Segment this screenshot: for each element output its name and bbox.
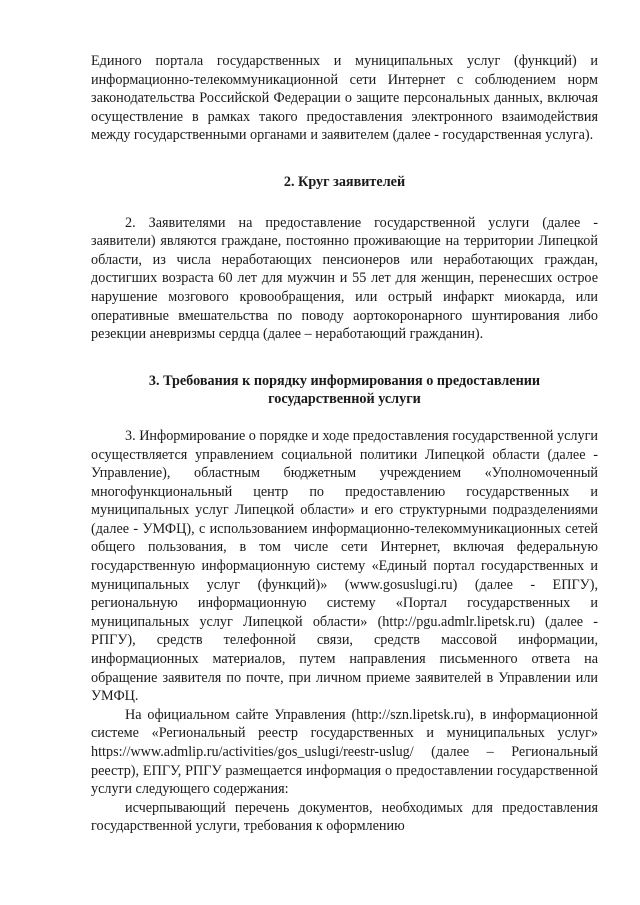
section-3-paragraph-1: 3. Информирование о порядке и ходе предоставления государственной услуги осуществляется управлением социальной политики Липецкой области (далее - Управление), областным бюджетным учреждением «Уполномоченный многофункциональный центр по предоставлению государственных и муниципальных услуг Липецкой области» и его структурными подразделениями (далее - УМФЦ), с использованием информационно-телекоммуникационных сетей общего пользования, в том числе сети Интернет, включая федеральную государственную информационную систему «Единый портал государственных и муниципальных услуг (функций)» (www.gosuslugi.ru) (далее - ЕПГУ), региональную информационную систему «Портал государственных и муниципальных услуг Липецкой области» (http://pgu.admlr.lipetsk.ru) (далее - РПГУ), средств телефонной связи, средств массовой информации, информационных материалов, путем направления письменного ответа на обращение заявителя по почте, при личном приеме заявителей в Управлении или УМФЦ.: [91, 427, 598, 705]
section-3-paragraph-3: исчерпывающий перечень документов, необходимых для предоставления государственной услуги, требования к оформлению: [91, 799, 598, 835]
section-3-heading-line-1: 3. Требования к порядку информирования о предоставлении: [148, 372, 541, 389]
spacer: [91, 409, 598, 427]
spacer: [91, 145, 598, 173]
intro-paragraph: Единого портала государственных и муниципальных услуг (функций) и информационно-телекоммуникационной сети Интернет с соблюдением норм законодательства Российской Федерации о защите персональных данных, включая осуществление в рамках такого предоставления электронного взаимодействия между государственными органами и заявителем (далее - государственная услуга).: [91, 53, 598, 144]
spacer: [91, 344, 598, 372]
spacer: [91, 192, 598, 214]
section-3-heading: [91, 372, 598, 409]
document-page: [91, 52, 598, 836]
section-3-paragraph-2: На официальном сайте Управления (http://szn.lipetsk.ru), в информационной системе «Региональный реестр государственных и муниципальных услуг» https://www.admlip.ru/activities/gos_uslugi/reestr-uslug/ (далее – Региональный реестр), ЕПГУ, РПГУ размещается информация о предоставлении государственной услуги следующего содержания:: [91, 706, 598, 798]
section-2-paragraph: 2. Заявителями на предоставление государственной услуги (далее - заявители) являются граждане, постоянно проживающие на территории Липецкой области, из числа неработающих пенсионеров или неработающих граждан, достигших возраста 60 лет для мужчин и 55 лет для женщин, перенесших острое нарушение мозгового кровообращения, или острый инфаркт миокарда, или оперативные вмешательства по поводу аортокоронарного шунтирования либо резекции аневризмы сердца (далее – неработающий гражданин).: [91, 214, 598, 343]
section-3-heading-line-2: государственной услуги: [268, 391, 421, 408]
section-2-heading: 2. Круг заявителей: [283, 173, 406, 190]
